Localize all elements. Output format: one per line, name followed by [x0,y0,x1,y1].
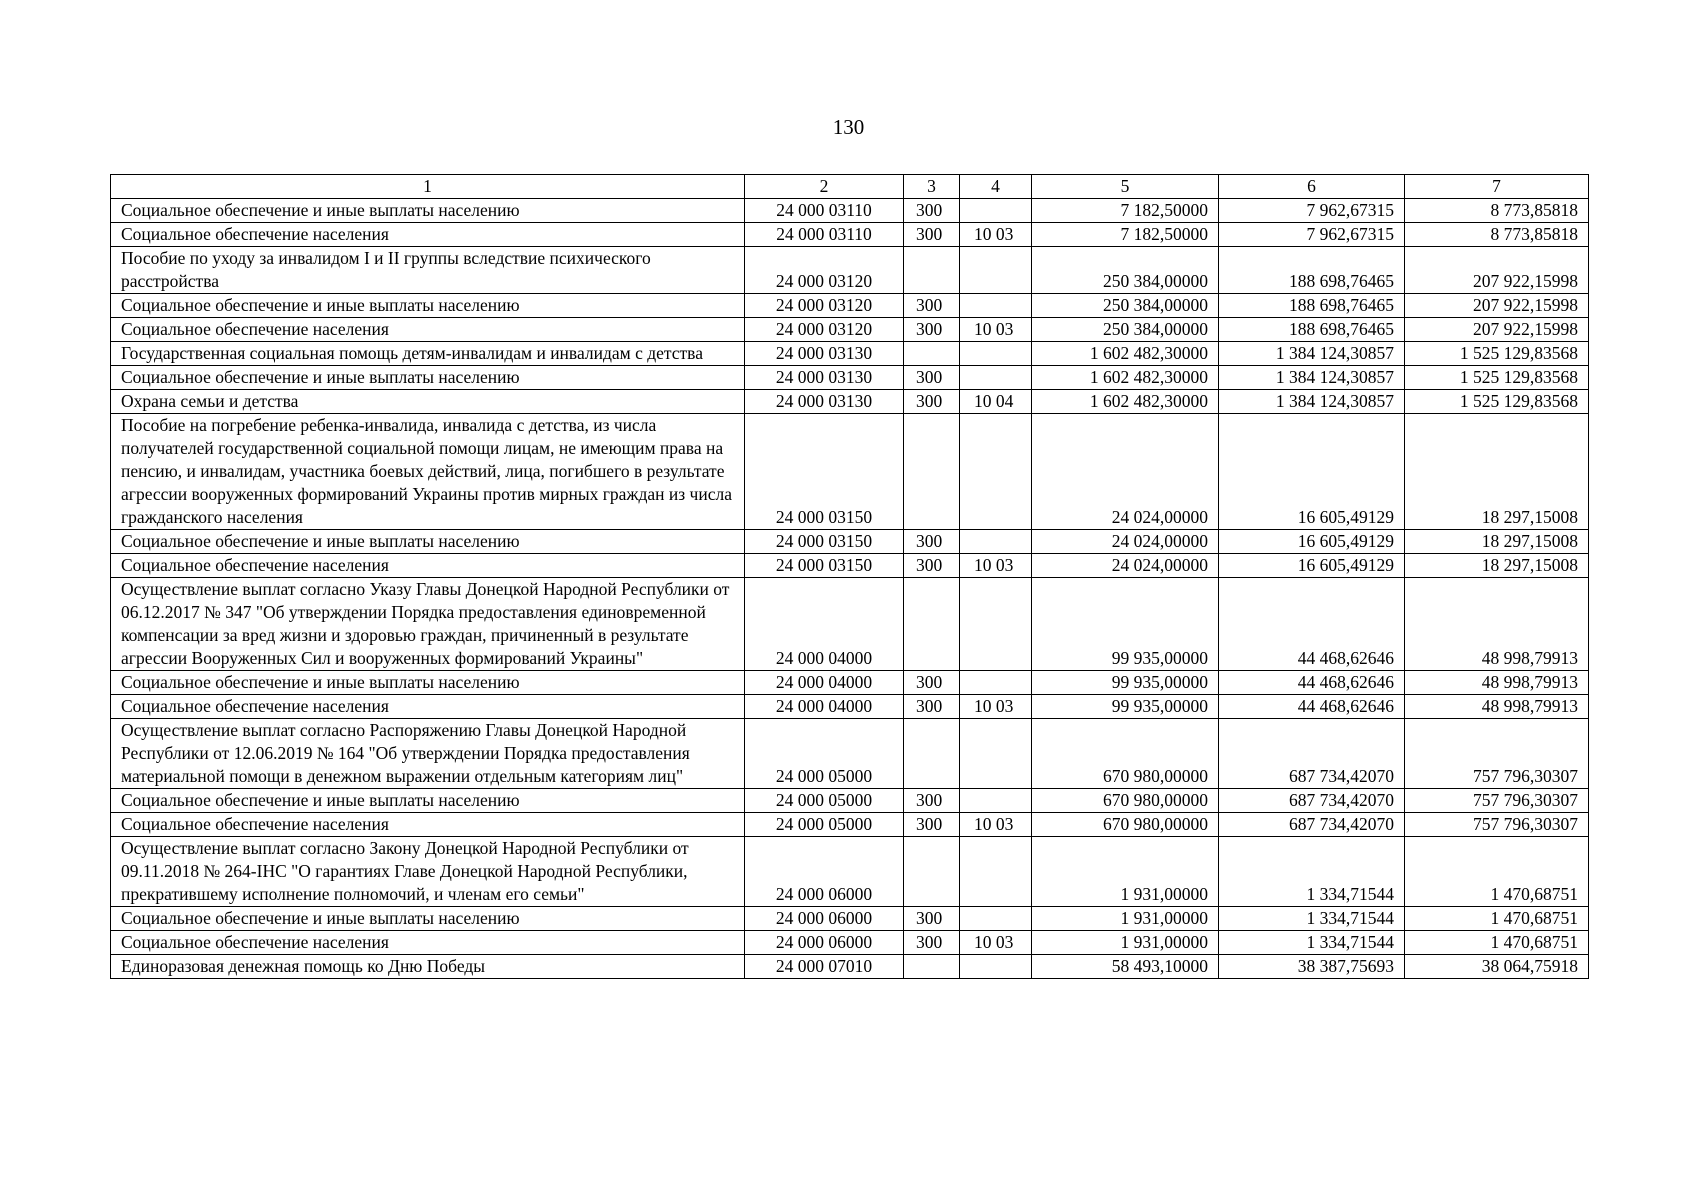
row-type-cell [904,247,960,294]
table-row [111,342,1589,366]
row-code-cell: 24 000 04000 [745,695,904,719]
row-col6-cell: 687 734,42070 [1219,719,1405,789]
row-col5-cell: 250 384,00000 [1032,247,1219,294]
header-col-1: 1 [111,175,745,199]
row-section-cell [960,294,1032,318]
row-col7-cell: 207 922,15998 [1405,318,1589,342]
row-col5-cell: 670 980,00000 [1032,789,1219,813]
row-code-cell: 24 000 03130 [745,366,904,390]
row-code-cell: 24 000 04000 [745,578,904,671]
row-name-cell: Единоразовая денежная помощь ко Дню Победы [111,955,745,979]
row-code-cell: 24 000 04000 [745,671,904,695]
row-col7-cell: 757 796,30307 [1405,813,1589,837]
row-name-cell: Пособие на погребение ребенка-инвалида, инвалида с детства, из числа получателей государственной социальной помощи лицам, не имеющим права на пенсию, и инвалидам, участника боевых действий, лица, погибшего в результате агрессии вооруженных формирований Украины против мирных граждан из числа гражданского населения [111,414,745,530]
row-name-cell: Социальное обеспечение и иные выплаты населению [111,907,745,931]
row-code-cell: 24 000 06000 [745,931,904,955]
row-code-cell: 24 000 05000 [745,719,904,789]
row-type-cell: 300 [904,294,960,318]
row-code-cell: 24 000 03130 [745,342,904,366]
row-col7-cell: 1 525 129,83568 [1405,366,1589,390]
row-col6-cell: 1 384 124,30857 [1219,342,1405,366]
row-col7-cell: 48 998,79913 [1405,695,1589,719]
row-name-cell: Социальное обеспечение и иные выплаты населению [111,366,745,390]
row-section-cell: 10 03 [960,931,1032,955]
row-name-cell: Социальное обеспечение населения [111,554,745,578]
table-row [111,955,1589,979]
row-code-cell: 24 000 03150 [745,414,904,530]
row-section-cell [960,199,1032,223]
table-row [111,223,1589,247]
row-name-cell: Социальное обеспечение населения [111,813,745,837]
table-row [111,695,1589,719]
row-type-cell: 300 [904,695,960,719]
row-section-cell [960,837,1032,907]
row-type-cell [904,342,960,366]
row-type-cell: 300 [904,366,960,390]
row-code-cell: 24 000 05000 [745,789,904,813]
row-name-cell: Социальное обеспечение и иные выплаты населению [111,789,745,813]
row-type-cell [904,578,960,671]
row-col7-cell: 1 525 129,83568 [1405,390,1589,414]
row-col7-cell: 48 998,79913 [1405,671,1589,695]
table-row [111,789,1589,813]
row-col6-cell: 7 962,67315 [1219,223,1405,247]
table-row [111,199,1589,223]
row-type-cell: 300 [904,390,960,414]
row-code-cell: 24 000 03150 [745,554,904,578]
row-col7-cell: 207 922,15998 [1405,294,1589,318]
table-row [111,907,1589,931]
table-row [111,414,1589,530]
table-row [111,813,1589,837]
row-section-cell: 10 03 [960,554,1032,578]
row-col5-cell: 670 980,00000 [1032,813,1219,837]
row-col6-cell: 1 334,71544 [1219,931,1405,955]
row-col7-cell: 1 470,68751 [1405,907,1589,931]
table-row [111,931,1589,955]
row-col7-cell: 18 297,15008 [1405,530,1589,554]
table-row [111,530,1589,554]
row-section-cell [960,907,1032,931]
row-col5-cell: 24 024,00000 [1032,530,1219,554]
row-col6-cell: 16 605,49129 [1219,530,1405,554]
row-code-cell: 24 000 03120 [745,294,904,318]
row-col5-cell: 250 384,00000 [1032,318,1219,342]
row-name-cell: Осуществление выплат согласно Закону Донецкой Народной Республики от 09.11.2018 № 264-IНС "О гарантиях Главе Донецкой Народной Республики, прекратившему исполнение полномочий, и членам его семьи" [111,837,745,907]
row-type-cell: 300 [904,671,960,695]
row-col5-cell: 99 935,00000 [1032,695,1219,719]
row-col5-cell: 670 980,00000 [1032,719,1219,789]
row-section-cell [960,366,1032,390]
row-type-cell: 300 [904,931,960,955]
row-name-cell: Осуществление выплат согласно Распоряжению Главы Донецкой Народной Республики от 12.06.2019 № 164 "Об утверждении Порядка предоставления материальной помощи в денежном выражении отдельным категориям лиц" [111,719,745,789]
row-col7-cell: 1 470,68751 [1405,837,1589,907]
header-col-7: 7 [1405,175,1589,199]
row-col6-cell: 687 734,42070 [1219,813,1405,837]
row-code-cell: 24 000 03120 [745,247,904,294]
table-row [111,247,1589,294]
row-col5-cell: 24 024,00000 [1032,554,1219,578]
row-col5-cell: 1 602 482,30000 [1032,366,1219,390]
row-type-cell [904,719,960,789]
row-code-cell: 24 000 05000 [745,813,904,837]
header-col-5: 5 [1032,175,1219,199]
header-col-3: 3 [904,175,960,199]
row-section-cell [960,530,1032,554]
row-code-cell: 24 000 07010 [745,955,904,979]
row-name-cell: Социальное обеспечение населения [111,223,745,247]
row-col6-cell: 16 605,49129 [1219,554,1405,578]
row-col6-cell: 1 384 124,30857 [1219,390,1405,414]
row-col6-cell: 188 698,76465 [1219,294,1405,318]
row-type-cell [904,837,960,907]
row-col7-cell: 207 922,15998 [1405,247,1589,294]
row-col5-cell: 1 931,00000 [1032,907,1219,931]
row-col5-cell: 24 024,00000 [1032,414,1219,530]
row-name-cell: Социальное обеспечение и иные выплаты населению [111,199,745,223]
row-col5-cell: 1 602 482,30000 [1032,390,1219,414]
row-name-cell: Социальное обеспечение и иные выплаты населению [111,530,745,554]
table-row [111,318,1589,342]
row-col6-cell: 44 468,62646 [1219,695,1405,719]
table-row [111,554,1589,578]
row-type-cell: 300 [904,813,960,837]
row-code-cell: 24 000 03110 [745,223,904,247]
row-col7-cell: 18 297,15008 [1405,414,1589,530]
row-name-cell: Социальное обеспечение населения [111,318,745,342]
row-col6-cell: 1 334,71544 [1219,837,1405,907]
row-col6-cell: 188 698,76465 [1219,247,1405,294]
row-col5-cell: 99 935,00000 [1032,578,1219,671]
row-section-cell [960,414,1032,530]
row-col5-cell: 1 931,00000 [1032,931,1219,955]
row-col5-cell: 7 182,50000 [1032,199,1219,223]
row-code-cell: 24 000 03110 [745,199,904,223]
row-section-cell [960,342,1032,366]
row-col7-cell: 1 525 129,83568 [1405,342,1589,366]
row-col7-cell: 18 297,15008 [1405,554,1589,578]
row-col5-cell: 99 935,00000 [1032,671,1219,695]
row-col5-cell: 58 493,10000 [1032,955,1219,979]
row-section-cell [960,671,1032,695]
row-code-cell: 24 000 03150 [745,530,904,554]
header-col-4: 4 [960,175,1032,199]
table-row [111,671,1589,695]
row-section-cell [960,789,1032,813]
row-section-cell [960,955,1032,979]
row-section-cell [960,578,1032,671]
table-row [111,578,1589,671]
row-col7-cell: 48 998,79913 [1405,578,1589,671]
row-code-cell: 24 000 06000 [745,907,904,931]
row-col7-cell: 1 470,68751 [1405,931,1589,955]
row-col7-cell: 757 796,30307 [1405,789,1589,813]
row-type-cell: 300 [904,223,960,247]
row-name-cell: Осуществление выплат согласно Указу Главы Донецкой Народной Республики от 06.12.2017 № 347 "Об утверждении Порядка предоставления единовременной компенсации за вред жизни и здоровью граждан, причиненный в результате агрессии Вооруженных Сил и вооруженных формирований Украины" [111,578,745,671]
row-col5-cell: 1 931,00000 [1032,837,1219,907]
row-section-cell [960,719,1032,789]
header-col-6: 6 [1219,175,1405,199]
row-col6-cell: 1 384 124,30857 [1219,366,1405,390]
row-name-cell: Социальное обеспечение населения [111,695,745,719]
row-col6-cell: 16 605,49129 [1219,414,1405,530]
row-name-cell: Пособие по уходу за инвалидом I и II группы вследствие психического расстройства [111,247,745,294]
row-type-cell: 300 [904,318,960,342]
row-section-cell [960,247,1032,294]
row-col7-cell: 38 064,75918 [1405,955,1589,979]
row-type-cell: 300 [904,530,960,554]
row-code-cell: 24 000 06000 [745,837,904,907]
row-type-cell [904,414,960,530]
row-col6-cell: 687 734,42070 [1219,789,1405,813]
row-name-cell: Социальное обеспечение населения [111,931,745,955]
row-col6-cell: 1 334,71544 [1219,907,1405,931]
row-col6-cell: 44 468,62646 [1219,578,1405,671]
page-number: 130 [832,115,865,139]
row-col6-cell: 7 962,67315 [1219,199,1405,223]
table-row [111,719,1589,789]
table-row [111,837,1589,907]
table-row [111,366,1589,390]
header-col-2: 2 [745,175,904,199]
row-type-cell: 300 [904,907,960,931]
row-col6-cell: 44 468,62646 [1219,671,1405,695]
row-type-cell: 300 [904,199,960,223]
table-header-row [111,175,1589,199]
row-section-cell: 10 03 [960,223,1032,247]
row-section-cell: 10 03 [960,813,1032,837]
row-col5-cell: 250 384,00000 [1032,294,1219,318]
row-col5-cell: 1 602 482,30000 [1032,342,1219,366]
row-name-cell: Социальное обеспечение и иные выплаты населению [111,294,745,318]
row-type-cell: 300 [904,789,960,813]
row-section-cell: 10 03 [960,318,1032,342]
row-col5-cell: 7 182,50000 [1032,223,1219,247]
row-col7-cell: 8 773,85818 [1405,199,1589,223]
row-code-cell: 24 000 03120 [745,318,904,342]
row-col7-cell: 757 796,30307 [1405,719,1589,789]
row-col7-cell: 8 773,85818 [1405,223,1589,247]
row-name-cell: Социальное обеспечение и иные выплаты населению [111,671,745,695]
row-code-cell: 24 000 03130 [745,390,904,414]
row-col6-cell: 188 698,76465 [1219,318,1405,342]
table-row [111,294,1589,318]
row-name-cell: Государственная социальная помощь детям-инвалидам и инвалидам с детства [111,342,745,366]
table-row [111,390,1589,414]
row-type-cell: 300 [904,554,960,578]
row-section-cell: 10 04 [960,390,1032,414]
budget-table [110,174,1589,979]
row-type-cell [904,955,960,979]
row-name-cell: Охрана семьи и детства [111,390,745,414]
row-col6-cell: 38 387,75693 [1219,955,1405,979]
row-section-cell: 10 03 [960,695,1032,719]
